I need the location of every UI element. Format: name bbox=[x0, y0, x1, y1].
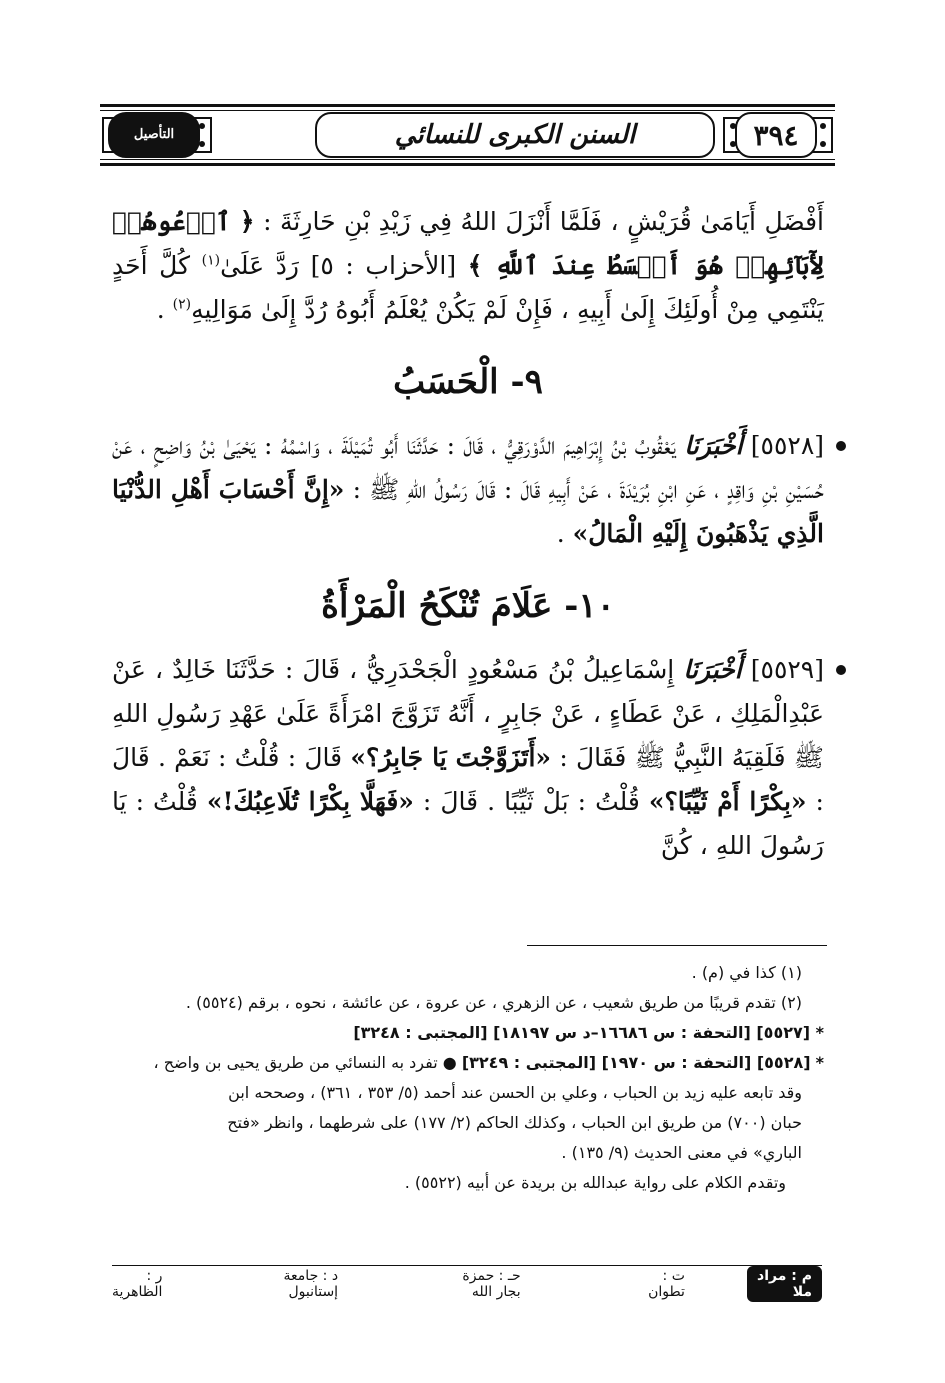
book-title: السنن الكبرى للنسائي bbox=[315, 112, 715, 158]
footnote-1: (١) كذا في (م) . bbox=[691, 963, 802, 982]
hadith-quote-1: «أَتَزَوَّجْتَ يَا جَابِرُ؟» bbox=[350, 743, 552, 772]
hadith-number: [٥٥٢٩] bbox=[750, 655, 824, 684]
hadith-5529 bbox=[112, 648, 824, 868]
footnote-2: (٢) تقدم قريبًا من طريق شعيب ، عن الزهري ، عن عروة ، عن عائشة ، نحوه ، برقم (٥٥٢٤) . bbox=[185, 993, 802, 1012]
hadith-number: [٥٥٢٨] bbox=[750, 431, 825, 460]
legend-m: م : مراد ملا bbox=[747, 1266, 822, 1302]
hadith-quote-3: «فَهَلَّا بِكْرًا تُلَاعِبُكَ!» bbox=[206, 787, 414, 816]
akhbarana-word: أَخْبَرَنَا bbox=[683, 655, 742, 684]
intro-end: . bbox=[156, 295, 165, 324]
publisher-logo: التأصيل bbox=[108, 112, 200, 158]
intro-text-c: كُلَّ أَحَدٍ يَنْتَمِي مِنْ أُولَئِكَ إِلَىٰ أَبِيهِ ، فَإِنْ لَمْ يَكُنْ يُعْلَمُ أَبُوهُ رُدَّ إِلَىٰ مَوَالِيهِ bbox=[112, 251, 824, 324]
legend-h: حـ : حمزة بجار الله bbox=[462, 1268, 521, 1300]
note-5528-line2: وقد تابعه عليه زيد بن الحباب ، وعلي بن الحسن عند أحمد (٥/ ٣٥٣ ، ٣٦١) ، وصححه ابن bbox=[228, 1083, 802, 1102]
note-5527 bbox=[112, 1018, 824, 1048]
legend-r: ر : الظاهرية bbox=[112, 1268, 163, 1300]
hadith-isnad: إِسْمَاعِيلُ بْنُ مَسْعُودٍ الْجَحْدَرِيُّ ، قَالَ : حَدَّثَنَا خَالِدٌ ، عَنْ عَبْدِالْمَلِكِ ، عَنْ عَطَاءٍ ، عَنْ جَابِرٍ ، أَنَّهُ تَزَوَّجَ امْرَأَةً عَلَىٰ عَهْدِ رَسُولِ اللهِ ﷺ فَلَقِيَهُ النَّبِيُّ ﷺ فَقَالَ : bbox=[112, 655, 825, 772]
note-5528-refs: [٥٥٢٨] [التحفة : س ١٩٧٠] [المجتبى : ٣٢٤٩] bbox=[461, 1053, 811, 1072]
hadith-text-4: قُلْتُ : يَا رَسُولَ اللهِ ، كُنَّ bbox=[112, 787, 824, 860]
note-5528 bbox=[112, 1048, 824, 1078]
star-icon: * bbox=[815, 1053, 824, 1072]
akhbarana-word: أَخْبَرَنَا bbox=[684, 431, 743, 460]
hadith-quote-2: «بِكْرًا أَمْ ثَيِّبًا؟» bbox=[648, 787, 807, 816]
hadith-end: . bbox=[556, 519, 565, 548]
hadith-isnad: يَعْقُوبُ بْنُ إِبْرَاهِيمَ الدَّوْرَقِيُّ ، قَالَ : حَدَّثَنَا أَبُو تُمَيْلَةَ ، وَاسْمُهُ : يَحْيَىٰ بْنُ وَاضِحٍ ، عَنْ حُسَيْنِ بْنِ وَاقِدٍ ، عَنِ ابْنِ بُرَيْدَةَ ، عَنْ أَبِيهِ قَالَ : قَالَ رَسُولُ اللهِ ﷺ : bbox=[112, 431, 825, 504]
note-5528-line3: حبان (٧٠٠) من طريق ابن الحباب ، وكذلك الحاكم (٢/ ١٧٧) على شرطهما ، وانظر «فتح bbox=[227, 1113, 802, 1132]
legend-t: ت : تطوان bbox=[648, 1268, 685, 1300]
star-icon: * bbox=[815, 1023, 824, 1042]
note-5528-line4: الباري» في معنى الحديث (٩/ ١٣٥) . bbox=[561, 1143, 802, 1162]
hadith-matn: «إِنَّ أَحْسَابَ أَهْلِ الدُّنْيَا الَّذِي يَذْهَبُونَ إِلَيْهِ الْمَالُ» bbox=[112, 475, 824, 548]
footnote-marker-2[interactable]: (٢) bbox=[172, 296, 192, 313]
intro-text-b: رَدَّ عَلَىٰ bbox=[220, 251, 299, 280]
note-5527-text: [٥٥٢٧] [التحفة : س ١٦٦٨٦–د س ١٨١٩٧] [المجتبى : ٣٢٤٨] bbox=[353, 1023, 811, 1042]
footnote-divider bbox=[527, 945, 827, 946]
hadith-text-3: قُلْتُ : بَلْ ثَيِّبًا . قَالَ : bbox=[422, 787, 640, 816]
chapter-heading-10: ١٠- عَلَامَ تُنْكَحُ الْمَرْأَةُ bbox=[321, 586, 615, 626]
paragraph-intro bbox=[112, 200, 824, 332]
quran-reference: [الأحزاب : ٥] bbox=[310, 251, 457, 280]
hadith-5528 bbox=[112, 424, 824, 556]
footnote-marker-1[interactable]: (١) bbox=[201, 252, 221, 269]
manuscript-legend bbox=[112, 1265, 822, 1302]
hadith-text-2: قَالَ : قُلْتُ : نَعَمْ . قَالَ : bbox=[112, 743, 824, 816]
page-header bbox=[100, 104, 835, 166]
note-5528-text: ● تفرد به النسائي من طريق يحيى بن واضح ، bbox=[153, 1053, 457, 1072]
footnotes bbox=[112, 958, 824, 1198]
quran-verse: ﴿ ٱدۡعُوهُمۡ لِأٓبَآئِهِمۡ هُوَ أَقۡسَطُ عِندَ ٱللَّهِ ﴾ bbox=[112, 207, 824, 280]
legend-d: د : جامعة إستانبول bbox=[283, 1268, 339, 1300]
bullet-icon bbox=[836, 665, 846, 675]
page-number: ٣٩٤ bbox=[735, 112, 817, 158]
note-5528-line5: وتقدم الكلام على رواية عبدالله بن بريدة عن أبيه (٥٥٢٢) . bbox=[404, 1173, 786, 1192]
chapter-heading-9: ٩- الْحَسَبُ bbox=[393, 362, 543, 402]
main-text bbox=[112, 200, 824, 868]
intro-text: أَفْضَلِ أَيَامَىٰ قُرَيْشٍ ، فَلَمَّا أَنْزَلَ اللهُ فِي زَيْدِ بْنِ حَارِثَةَ : bbox=[263, 207, 825, 236]
bullet-icon bbox=[836, 441, 846, 451]
